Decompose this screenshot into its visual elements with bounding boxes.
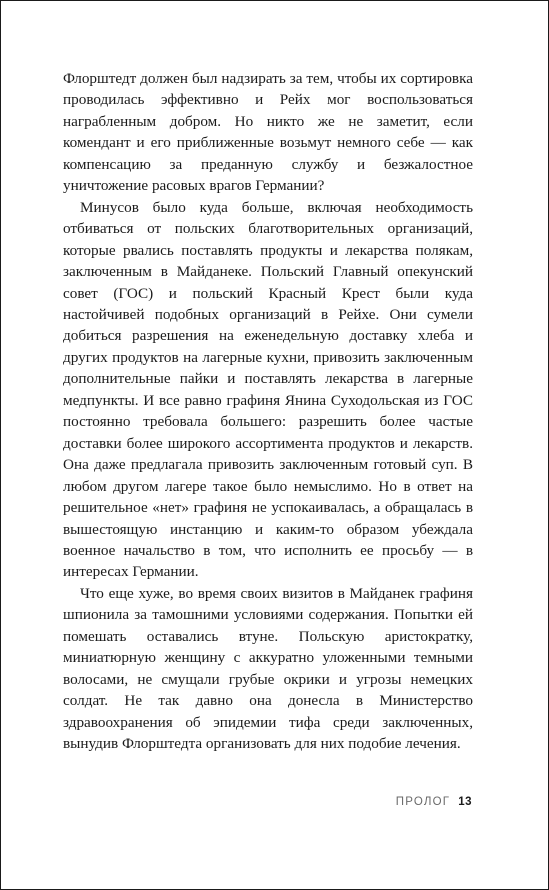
- page-body-text: [63, 68, 473, 755]
- running-head: ПРОЛОГ: [395, 796, 451, 808]
- page-footer: [396, 796, 472, 808]
- paragraph-2: Минусов было куда больше, включая необходимость отбиваться от польских благотворительных организаций, которые рвались поставлять продукты и лекарства полякам, заключенным в Майданеке. Польский Главный опекунский совет (ГОС) и польский Красный Крест были куда настойчивей подобных организаций в Рейхе. Они сумели добиться разрешения на еженедельную доставку хлеба и других продуктов на лагерные кухни, привозить заключенным дополнительные пайки и поставлять лекарства в лагерные медпункты. И все равно графиня Янина Суходольская из ГОС постоянно требовала большего: разрешить более частые доставки более широкого ассортимента продуктов и лекарств. Она даже предлагала привозить заключенным готовый суп. В любом другом лагере такое было немыслимо. Но в ответ на решительное «нет» графиня не успокаивалась, а обращалась в вышестоящую инстанцию и каким-то образом убеждала военное начальство в том, что исполнить ее просьбу — в интересах Германии.: [63, 198, 473, 581]
- paragraph-3: Что еще хуже, во время своих визитов в Майданек графиня шпионила за тамошними условиями содержания. Попытки ей помешать оставались втуне. Польскую аристократку, миниатюрную женщину с аккуратно уложенными темными волосами, не смущали грубые окрики и угрозы немецких солдат. Не так давно она донесла в Министерство здравоохранения об эпидемии тифа среди заключенных, вынудив Флорштедта организовать для них подобие лечения.: [63, 584, 473, 753]
- page-number: 13: [458, 796, 472, 808]
- paragraph-1: Флорштедт должен был надзирать за тем, чтобы их сортировка проводилась эффективно и Рейх мог воспользоваться награбленным добром. Но никто же не заметит, если комендант и его приближенные возьмут немного себе — как компенсацию за преданную службу и безжалостное уничтожение расовых врагов Германии?: [63, 70, 473, 195]
